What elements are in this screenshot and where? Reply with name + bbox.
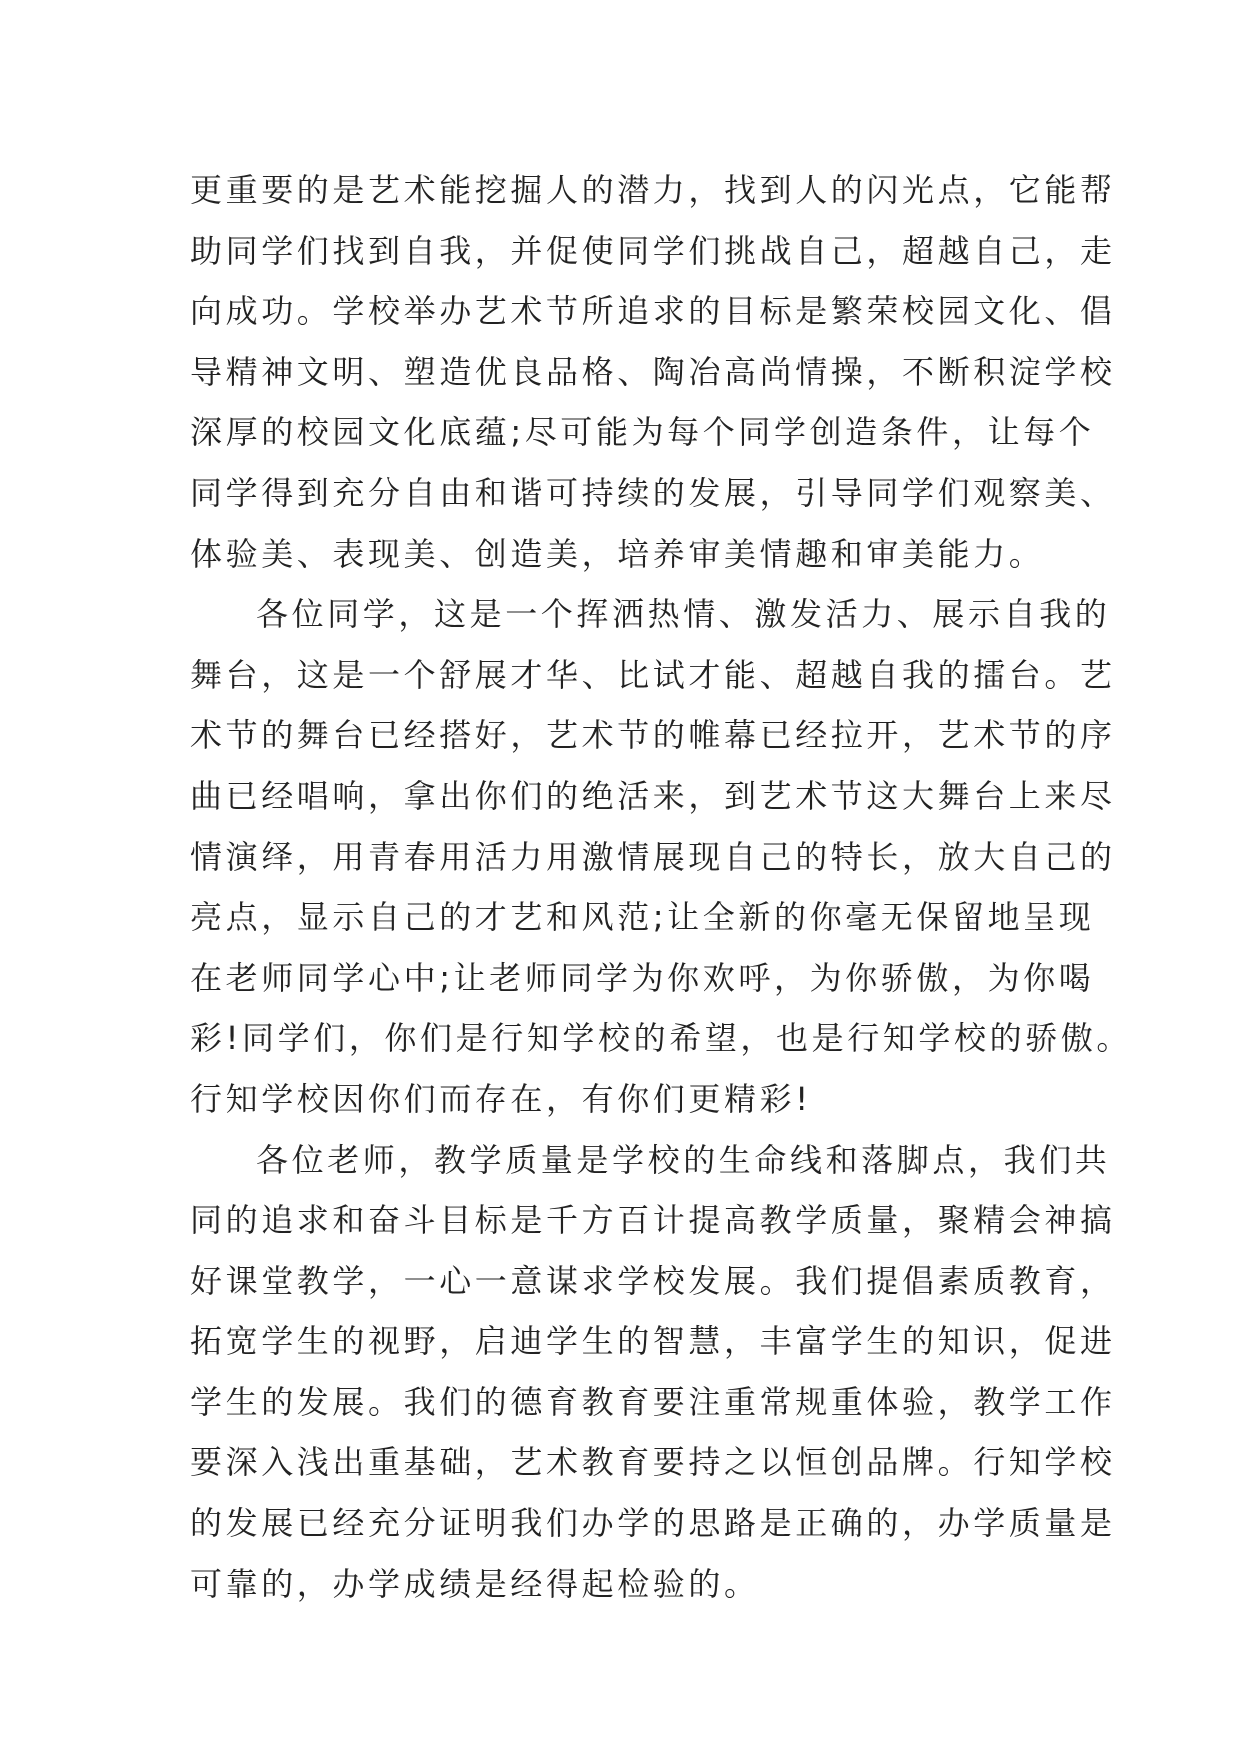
text-line: 亮点，显示自己的才艺和风范;让全新的你毫无保留地呈现: [190, 898, 1095, 937]
text-line: 在老师同学心中;让老师同学为你欢呼，为你骄傲，为你喝: [190, 958, 1095, 997]
text-line: 学生的发展。我们的德育教育要注重常规重体验，教学工作: [190, 1382, 1116, 1421]
paragraph-start-line: 各位同学，这是一个挥洒热情、激发活力、展示自我的: [256, 595, 1111, 634]
text-line: 要深入浅出重基础，艺术教育要持之以恒创品牌。行知学校: [190, 1443, 1116, 1482]
text-line: 体验美、表现美、创造美，培养审美情趣和审美能力。: [190, 534, 1045, 573]
text-line: 曲已经唱响，拿出你们的绝活来，到艺术节这大舞台上来尽: [190, 776, 1116, 815]
text-line: 情演绎，用青春用活力用激情展现自己的特长，放大自己的: [190, 837, 1116, 876]
text-line: 舞台，这是一个舒展才华、比试才能、超越自我的擂台。艺: [190, 655, 1116, 694]
text-line: 的发展已经充分证明我们办学的思路是正确的，办学质量是: [190, 1504, 1116, 1543]
text-line: 好课堂教学，一心一意谋求学校发展。我们提倡素质教育，: [190, 1261, 1116, 1300]
text-line: 同学得到充分自由和谐可持续的发展，引导同学们观察美、: [190, 473, 1116, 512]
text-line: 术节的舞台已经搭好，艺术节的帷幕已经拉开，艺术节的序: [190, 716, 1116, 755]
body-text: [190, 160, 1133, 1614]
text-line: 可靠的，办学成绩是经得起检验的。: [190, 1564, 760, 1603]
text-line: 行知学校因你们而存在，有你们更精彩!: [190, 1079, 812, 1118]
text-line: 导精神文明、塑造优良品格、陶冶高尚情操，不断积淀学校: [190, 352, 1116, 391]
paragraph-start-line: 各位老师，教学质量是学校的生命线和落脚点，我们共: [256, 1140, 1111, 1179]
text-line: 助同学们找到自我，并促使同学们挑战自己，超越自己，走: [190, 231, 1116, 270]
text-line: 拓宽学生的视野，启迪学生的智慧，丰富学生的知识，促进: [190, 1322, 1116, 1361]
text-line: 彩!同学们，你们是行知学校的希望，也是行知学校的骄傲。: [190, 1019, 1133, 1058]
text-line: 向成功。学校举办艺术节所追求的目标是繁荣校园文化、倡: [190, 292, 1116, 331]
text-line: 同的追求和奋斗目标是千方百计提高教学质量，聚精会神搞: [190, 1201, 1116, 1240]
text-line: 深厚的校园文化底蕴;尽可能为每个同学创造条件，让每个: [190, 413, 1095, 452]
text-line: 更重要的是艺术能挖掘人的潜力，找到人的闪光点，它能帮: [190, 171, 1116, 209]
